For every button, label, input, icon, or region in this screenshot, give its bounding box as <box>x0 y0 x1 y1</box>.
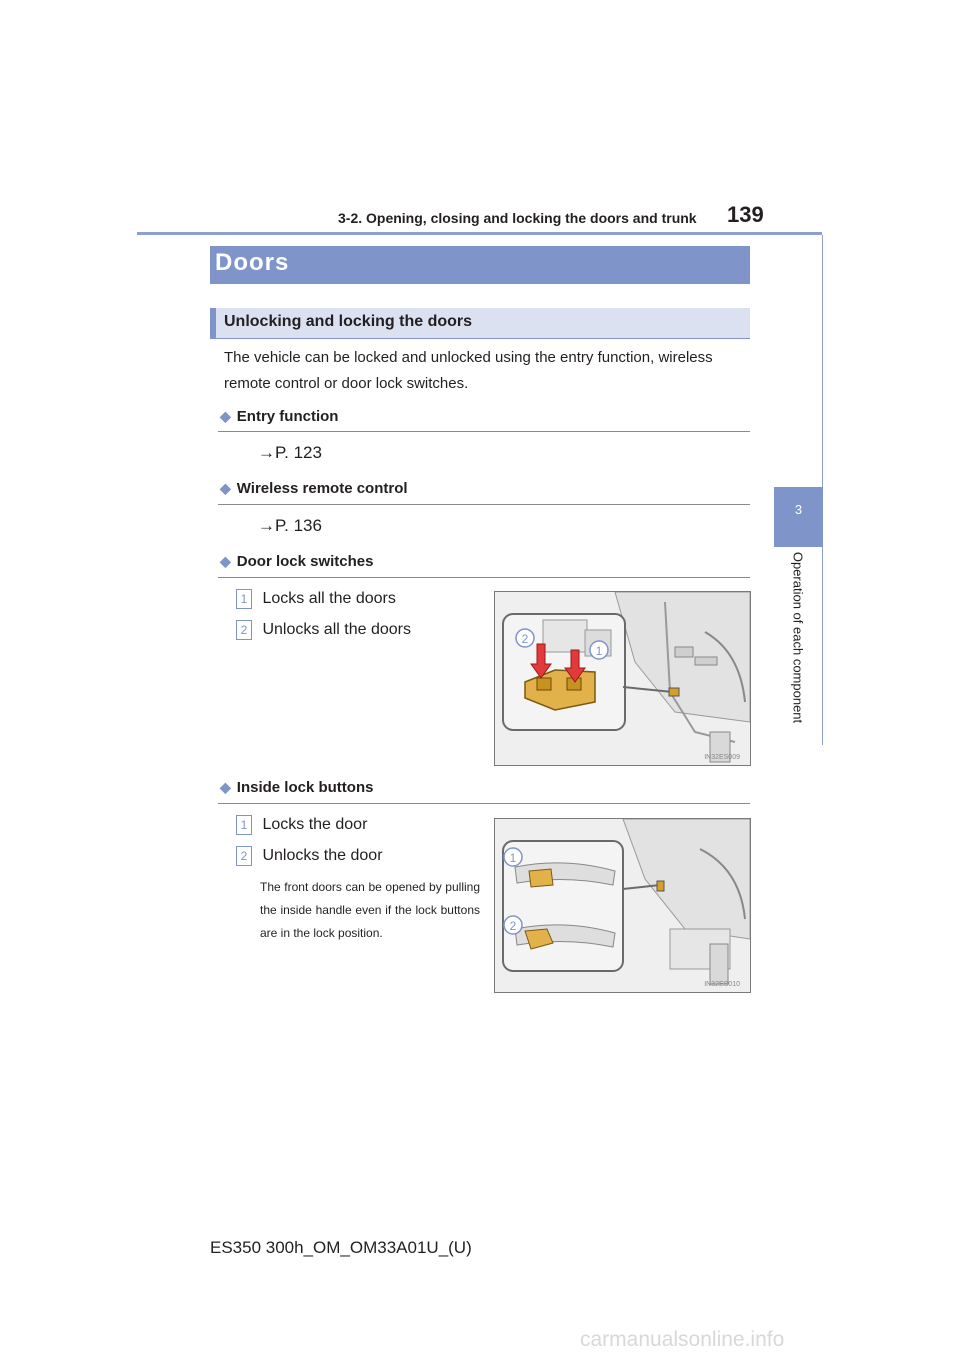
page-title-bar <box>210 246 750 284</box>
page-number: 139 <box>727 202 764 227</box>
section-rule <box>218 803 750 804</box>
figure-code: IN32ES009 <box>704 754 740 761</box>
page-reference-wireless[interactable]: →P. 136 <box>258 516 322 535</box>
list-item <box>236 815 367 835</box>
step-number: 2 <box>236 846 252 866</box>
callout-number: 2 <box>521 632 529 646</box>
document-code: ES350 300h_OM_OM33A01U_(U) <box>210 1238 472 1257</box>
diamond-icon: ◆ <box>220 408 231 424</box>
chapter-title: Operation of each component <box>790 551 806 724</box>
running-header: 3-2. Opening, closing and locking the doors and trunk <box>338 210 697 226</box>
callout-number: 1 <box>595 644 603 658</box>
arrow-icon: → <box>258 516 275 535</box>
intro-paragraph: The vehicle can be locked and unlocked using the entry function, wireless remote control or door lock switches. <box>224 349 713 392</box>
section-heading-entry: ◆ Entry function <box>220 408 339 425</box>
callout-number: 2 <box>509 919 517 933</box>
section-heading-door-lock-switches: ◆ Door lock switches <box>220 553 374 570</box>
page-title: Doors <box>215 249 290 276</box>
section-rule <box>218 431 750 432</box>
section-rule <box>218 577 750 578</box>
diamond-icon: ◆ <box>220 553 231 569</box>
section-heading-wireless: ◆ Wireless remote control <box>220 480 408 497</box>
section-heading-inside-lock-buttons: ◆ Inside lock buttons <box>220 779 374 796</box>
section-rule <box>218 504 750 505</box>
step-number: 1 <box>236 589 252 609</box>
diamond-icon: ◆ <box>220 779 231 795</box>
door-lock-switch-illustration <box>494 591 751 766</box>
figure-code: IN32ES010 <box>704 981 740 988</box>
list-item <box>236 589 396 609</box>
chapter-number: 3 <box>794 502 803 517</box>
inside-lock-button-illustration <box>494 818 751 993</box>
page-reference-entry[interactable]: →P. 123 <box>258 443 322 462</box>
list-item-text: Locks all the doors <box>262 590 396 607</box>
step-number: 1 <box>236 815 252 835</box>
watermark: carmanualsonline.info <box>580 1328 785 1351</box>
callout-number: 1 <box>509 851 517 865</box>
step-number: 2 <box>236 620 252 640</box>
list-item <box>236 620 411 640</box>
list-item-text: Unlocks the door <box>262 847 383 864</box>
subheading: Unlocking and locking the doors <box>224 313 473 330</box>
subheading-rule <box>210 338 750 339</box>
list-item <box>236 846 383 866</box>
header-rule <box>137 232 822 235</box>
diamond-icon: ◆ <box>220 480 231 496</box>
list-item-text: Locks the door <box>262 816 368 833</box>
note-text: The front doors can be opened by pulling the inside handle even if the lock buttons are in the lock position. <box>260 880 480 940</box>
list-item-text: Unlocks all the doors <box>262 621 411 638</box>
arrow-icon: → <box>258 443 275 462</box>
